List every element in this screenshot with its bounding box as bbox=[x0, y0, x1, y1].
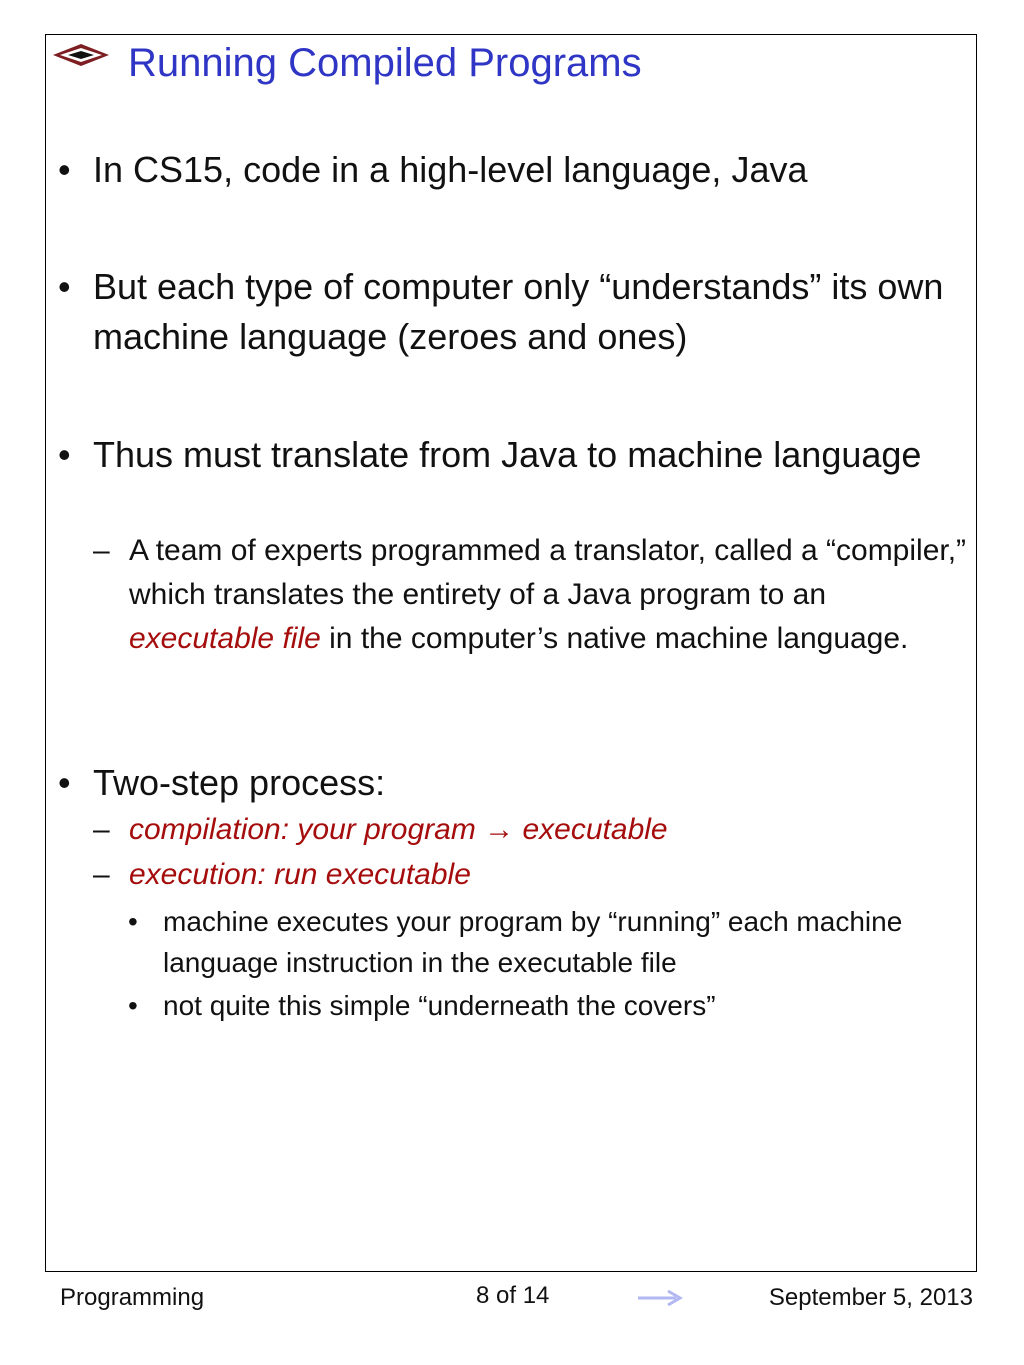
bullet-item bbox=[58, 430, 958, 480]
bullet-marker: • bbox=[58, 149, 71, 190]
bullet-marker: • bbox=[58, 434, 71, 475]
diamond-icon bbox=[50, 42, 112, 70]
sub-sub-bullet-text: machine executes your program by “running” each machine language instruction in the executable file bbox=[163, 906, 903, 978]
sub-sub-bullet-item bbox=[128, 985, 968, 1026]
sub-sub-bullet-text: not quite this simple “underneath the covers” bbox=[163, 990, 716, 1021]
executable-file-emphasis: executable file bbox=[129, 622, 321, 655]
bullet-text: But each type of computer only “understands” its own machine language (zeroes and ones) bbox=[93, 266, 944, 357]
bullet-text: Thus must translate from Java to machine language bbox=[93, 434, 922, 475]
bullet-marker: • bbox=[58, 762, 71, 803]
bullet-item bbox=[58, 262, 958, 362]
arrow-right-icon[interactable] bbox=[636, 1288, 686, 1308]
bullet-text: Two-step process: bbox=[93, 762, 386, 803]
dash-marker: – bbox=[93, 534, 110, 567]
footer-course-title: Programming bbox=[60, 1284, 205, 1311]
bullet-item bbox=[58, 145, 958, 195]
sub-bullet-text: compilation: your program → executable bbox=[129, 813, 668, 846]
arrow-right-glyph: → bbox=[484, 813, 515, 846]
bullet-item bbox=[58, 758, 958, 808]
bullet-marker: • bbox=[128, 990, 138, 1021]
sub-bullet-text: A team of experts programmed a translator, called a “compiler,” which translates the entirety of a Java program to an executable file in the computer’s native machine language. bbox=[129, 534, 967, 655]
bullet-text: In CS15, code in a high-level language, Java bbox=[93, 149, 808, 190]
page-number: 8 of 14 bbox=[476, 1282, 550, 1309]
sub-bullet-item bbox=[93, 853, 968, 897]
sub-sub-bullet-item bbox=[128, 901, 968, 983]
sub-bullet-item bbox=[93, 808, 968, 852]
sub-bullet-text: execution: run executable bbox=[129, 858, 471, 891]
slide-title: Running Compiled Programs bbox=[128, 41, 642, 85]
bullet-marker: • bbox=[58, 266, 71, 307]
bullet-marker: • bbox=[128, 906, 138, 937]
dash-marker: – bbox=[93, 813, 110, 846]
sub-bullet-item bbox=[93, 529, 968, 661]
footer-date: September 5, 2013 bbox=[768, 1284, 973, 1311]
dash-marker: – bbox=[93, 858, 110, 891]
